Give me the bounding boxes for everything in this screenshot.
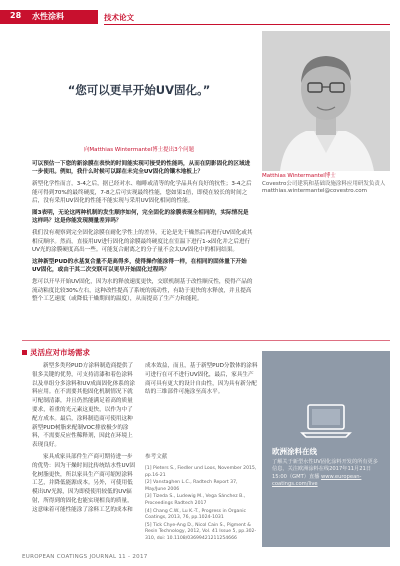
- reference-item: [1] Pieters S., Fiedler und Loos, November 2015, pp.16-21: [145, 466, 257, 478]
- magazine-name: 水性涂料: [32, 12, 64, 21]
- interview-text: [32, 160, 254, 307]
- body-column-left: [32, 362, 138, 518]
- answer-3: 您可以开早开始UV固化，因为水的释放速度更快，交联机制基于改性顺反性，使得产品的流动粘度比较30%左右，这种改性提高了系统的流动性，有助于更快的水释放，并且提高整个工艺速度（或降低干燥期间的温度），从而提高了生产力和能耗。: [32, 279, 253, 302]
- author-name: Matthias Wintermantel: [262, 173, 325, 179]
- body-paragraph: 新型多类羟PUD方涂料制造商提供了很多关键的优势，可支持清漆和着色涂料以及单组分多涂料和UV成面固化体系的涂料应用。在不需要其他固化机制情况下就可配制清漆，并且仍然能满足着高的质量要求，着重的光元素这更快，以作为中了配方成本。最后，涂料制造商可使用这种新型PUD树脂来配制VOC排放极少的涂料，不需要反应性稀释剂，因此在环境上表现良好。: [32, 363, 136, 449]
- reference-item: [5] Tick Chye-Ang D., Nicol Cain S., Pigment & Resin Technology, 2012, Vol. 41 Issue 5, pp.302-310, doi: 10.1108/03699421211254666: [145, 522, 257, 541]
- question-1: 可以预估一下您的新涂膜在表快的时间能实现可接受的性能吗，从而在阴影固化的区域进一步使用。例如，我什么时候可以踩在未完全UV固化的镶木地板上？: [32, 161, 251, 176]
- page-number: 28: [10, 11, 22, 20]
- promo-text: 了解关于新型水性UV固化涂料开发的所有更多信息，关注欧洲涂料在线2017年11月21日15:00（GMT）直播: [272, 459, 378, 480]
- section-heading-text: 灵活应对市场需求: [30, 348, 90, 357]
- promo-box: [262, 351, 390, 547]
- page-footer: EUROPEAN COATINGS JOURNAL 11 - 2017: [22, 554, 148, 560]
- quote-attribution: 向Matthias Wintermantel博士提出3个问题: [83, 147, 195, 153]
- reference-item: [2] Vanstaghen L.C., Radtech Report 37, May/June 2006: [145, 480, 238, 492]
- bullet-square-icon: [22, 350, 27, 355]
- author-bio: [262, 173, 390, 196]
- body-column-middle: 成本效益，而且，基于新型PUD分散体的涂料可进行在可不进行UV固化，最后，家具生产商可具有更大的设计自由性，因为具有新分配结的三维部件可施涂至高水平。: [145, 363, 258, 396]
- pull-quote: “您可以更早开始UV固化。”: [67, 83, 211, 97]
- laptop-icon: [300, 401, 352, 441]
- reference-item: [3] Tizeda S., Ludewig M., Vega Sánchez B., Proceedings Radtech 2017: [145, 494, 246, 506]
- header-divider: [104, 24, 390, 25]
- section-divider: [22, 340, 390, 341]
- body-paragraph: 家具成家具部件生产商可期待进一步的优势：因为干燥时间比传统结水性UV固化树脂更快，所以家具生产商可缩短涂料工艺，并降低能源成本。另外，可使用低模出UV光源，因为即使使用较低的UV辐射，所得到的固化也能实现相良的质量，这意味着可能性能涂了涂料工艺的成本和: [32, 453, 136, 513]
- section-heading: [22, 347, 90, 358]
- reference-item: [4] Chang C.W., Lu K.-T., Progress in Organic Coatings, 2013, 76, pp.1024-1031: [145, 508, 247, 521]
- promo-title: 欧洲涂料在线: [272, 447, 317, 456]
- page-header: [0, 0, 400, 30]
- promo-body: [272, 459, 382, 489]
- author-email[interactable]: matthias.wintermantel@covestro.com: [262, 188, 367, 194]
- author-photo: [262, 31, 390, 171]
- question-2: 图3表明，无论这两种机制的发生顺序如何，完全固化的涂膜表现全相同的，实际情况是这样吗？这是你能发现测量差异吗？: [32, 210, 249, 225]
- answer-2: 我们没有观察到完全固化涂膜在耐化学性上的差异，无论是先干燥然后再进行UV固化或其相反顺序。然而，直接用UV进行固化的涂膜最终硬度比在室温下进行1-x固化并之后进行UV光的涂膜硬度高出一些。可能复合耐离之的分子量不会太UV固化中的相同结果。: [32, 230, 253, 253]
- section-label: 技术论文: [104, 13, 134, 22]
- author-title-suffix: 博士: [324, 173, 336, 179]
- question-3: 这种新型PUD的水基复合量不是高得多，使得操作能涂得一样，在相同的固体量下开始UV固化，或由于其二次交联可以更早开始固化过程吗？: [32, 259, 247, 274]
- promo-link[interactable]: www.european-coatings.com/live: [272, 473, 362, 488]
- portrait-image: [262, 31, 390, 171]
- answer-1: 新型化学性而言，3-4之后，据已经对水、咖啡或清等的化学品具有良好的抗性；3-4之后能可得到70%的最终硬度，7-8之后可实现最终性能，您如果1倍，即使在较长的时间之后，没有采用UV固化的性能不能实现与采用UV固化相同的性能。: [32, 181, 252, 204]
- references-title: 参考文献: [145, 454, 168, 460]
- author-role: Covestro公司建筑和基础设施涂料应用研发负责人: [262, 180, 386, 187]
- references-list: [145, 466, 259, 544]
